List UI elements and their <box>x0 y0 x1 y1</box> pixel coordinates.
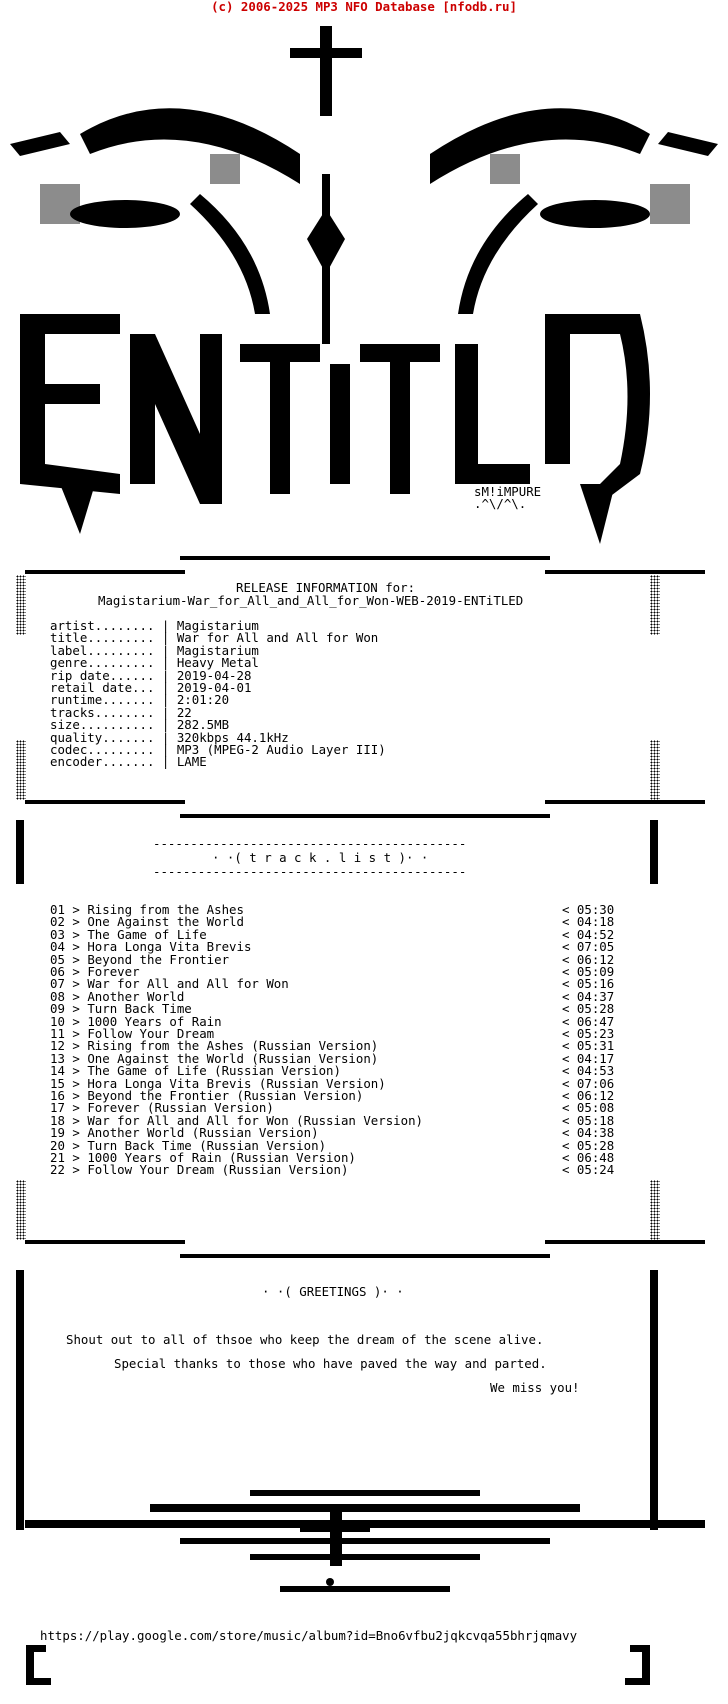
track-duration: 07:06 <box>576 1075 615 1091</box>
track-arrow: > <box>64 1100 88 1116</box>
track-name: 1000 Years of Rain <box>87 1013 222 1029</box>
track-name: Follow Your Dream (Russian Version) <box>87 1162 349 1178</box>
track-arrow: > <box>64 1162 88 1178</box>
entitled-logo <box>0 14 728 554</box>
release-field-value: War for All and All for Won <box>176 630 379 646</box>
greetings-line-1: Shout out to all of thsoe who keep the dream of the scene alive. <box>66 1332 544 1347</box>
track-time-marker: < <box>562 1038 577 1054</box>
track-name: Follow Your Dream <box>87 1026 215 1041</box>
track-duration: 05:30 <box>576 902 615 917</box>
track-time-marker: < <box>562 964 577 979</box>
track-number: 07 <box>50 976 65 992</box>
frame-greet-line <box>180 1254 550 1258</box>
release-field-separator: | <box>154 742 177 757</box>
release-field-value: 2019-04-28 <box>176 667 252 683</box>
release-field-key: quality....... <box>50 729 155 745</box>
track-arrow: > <box>64 964 88 979</box>
track-time-marker: < <box>562 1137 577 1153</box>
track-number: 19 <box>50 1125 65 1141</box>
track-name: One Against the World (Russian Version) <box>87 1050 379 1066</box>
frame-dither-left-3 <box>16 1180 26 1240</box>
track-time-marker: < <box>562 1063 577 1079</box>
track-number: 08 <box>50 988 65 1004</box>
release-field-value: 22 <box>176 704 192 720</box>
release-field-value: 320kbps 44.1kHz <box>176 729 289 745</box>
track-arrow: > <box>64 988 88 1004</box>
frame-dither-right-3 <box>650 1180 660 1240</box>
track-duration: 04:52 <box>576 926 615 942</box>
release-field-value: Heavy Metal <box>176 655 259 671</box>
track-time-marker: < <box>562 976 577 992</box>
track-arrow: > <box>64 1038 88 1054</box>
frame-top-right <box>545 570 705 574</box>
track-arrow: > <box>64 951 88 967</box>
track-arrow: > <box>64 1013 88 1029</box>
track-name: The Game of Life (Russian Version) <box>87 1063 341 1079</box>
frame-dither-left-2 <box>16 740 26 800</box>
release-name: Magistarium-War_for_All_and_All_for_Won-WEB-2019-ENTiTLED <box>98 593 524 608</box>
track-time-marker: < <box>562 1088 577 1103</box>
track-duration: 06:48 <box>576 1150 615 1165</box>
frame-top-left <box>25 570 185 574</box>
track-number: 16 <box>50 1088 65 1103</box>
release-field-value: 2:01:20 <box>176 692 230 708</box>
track-name: Turn Back Time (Russian Version) <box>87 1137 327 1153</box>
release-field-key: genre......... <box>50 655 155 671</box>
track-duration: 06:12 <box>576 1088 615 1103</box>
track-time-marker: < <box>562 1112 577 1128</box>
track-duration: 05:08 <box>576 1100 615 1116</box>
track-time-marker: < <box>562 1100 577 1116</box>
track-arrow: > <box>64 1112 88 1128</box>
release-field-key: codec......... <box>50 742 155 757</box>
greetings-line-2: Special thanks to those who have paved the way and parted. <box>114 1356 547 1371</box>
track-duration: 07:05 <box>576 939 615 955</box>
track-name: Another World (Russian Version) <box>87 1125 319 1141</box>
track-arrow: > <box>64 926 88 942</box>
corner-swirl-left <box>16 1640 66 1690</box>
tracklist-rule-bottom: ------------------------------------------ <box>153 864 467 879</box>
release-field-key: tracks........ <box>50 704 155 720</box>
track-row <box>50 951 650 967</box>
track-duration: 04:37 <box>576 988 615 1004</box>
track-number: 10 <box>50 1013 65 1029</box>
release-heading: RELEASE INFORMATION for: <box>236 580 416 595</box>
track-duration: 05:31 <box>576 1038 615 1054</box>
track-number: 04 <box>50 939 65 955</box>
track-duration: 04:38 <box>576 1125 615 1141</box>
release-field-separator: | <box>154 704 177 720</box>
track-number: 02 <box>50 914 65 930</box>
track-duration: 05:24 <box>576 1162 615 1178</box>
track-number: 14 <box>50 1063 65 1079</box>
track-number: 15 <box>50 1075 65 1091</box>
release-field-key: artist........ <box>50 618 155 633</box>
track-name: The Game of Life <box>87 926 207 942</box>
track-arrow: > <box>64 1001 88 1017</box>
track-number: 20 <box>50 1137 65 1153</box>
track-arrow: > <box>64 1050 88 1066</box>
track-time-marker: < <box>562 988 577 1004</box>
track-arrow: > <box>64 939 88 955</box>
track-name: Beyond the Frontier (Russian Version) <box>87 1088 364 1103</box>
release-field-key: encoder....... <box>50 754 155 770</box>
track-time-marker: < <box>562 1026 577 1041</box>
track-time-marker: < <box>562 926 577 942</box>
release-field-key: title......... <box>50 630 155 646</box>
track-name: One Against the World <box>87 914 244 930</box>
release-field-separator: | <box>154 717 177 733</box>
track-name: Rising from the Ashes <box>87 902 244 917</box>
track-number: 09 <box>50 1001 65 1017</box>
track-duration: 05:09 <box>576 964 615 979</box>
release-field-key: size.......... <box>50 717 155 733</box>
footer-url[interactable]: https://play.google.com/store/music/album?id=Bno6vfbu2jqkcvqa55bhrjqmavy <box>40 1628 578 1643</box>
track-time-marker: < <box>562 951 577 967</box>
track-time-marker: < <box>562 1013 577 1029</box>
frame-mid-left <box>25 800 185 804</box>
track-arrow: > <box>64 914 88 930</box>
release-field-separator: | <box>154 680 177 695</box>
track-number: 17 <box>50 1100 65 1116</box>
track-arrow: > <box>64 1125 88 1141</box>
nfodb-header[interactable]: (c) 2006-2025 MP3 NFO Database [nfodb.ru] <box>211 0 517 14</box>
signature: sM!iMPURE <box>474 484 542 499</box>
release-field-value: Magistarium <box>176 642 259 658</box>
track-name: Beyond the Frontier <box>87 951 230 967</box>
track-arrow: > <box>64 1075 88 1091</box>
track-time-marker: < <box>562 1125 577 1141</box>
track-duration: 05:28 <box>576 1001 615 1017</box>
track-number: 06 <box>50 964 65 979</box>
frame-dither-right-2 <box>650 740 660 800</box>
track-duration: 05:28 <box>576 1137 615 1153</box>
track-arrow: > <box>64 976 88 992</box>
track-number: 01 <box>50 902 65 917</box>
track-number: 22 <box>50 1162 65 1178</box>
release-field-separator: | <box>154 692 177 708</box>
corner-swirl-right <box>610 1640 660 1690</box>
track-duration: 06:47 <box>576 1013 615 1029</box>
release-field-key: retail date... <box>50 680 155 695</box>
release-field-separator: | <box>154 754 177 770</box>
track-duration: 04:18 <box>576 914 615 930</box>
release-field-separator: | <box>154 630 177 646</box>
track-time-marker: < <box>562 1001 577 1017</box>
track-time-marker: < <box>562 1150 577 1165</box>
track-time-marker: < <box>562 939 577 955</box>
frame-mid-right <box>545 800 705 804</box>
track-number: 18 <box>50 1112 65 1128</box>
track-arrow: > <box>64 1063 88 1079</box>
track-number: 13 <box>50 1050 65 1066</box>
track-duration: 04:53 <box>576 1063 615 1079</box>
greetings-title: · ·( GREETINGS )· · <box>262 1284 404 1299</box>
track-time-marker: < <box>562 1162 577 1178</box>
track-time-marker: < <box>562 1075 577 1091</box>
track-arrow: > <box>64 1150 88 1165</box>
track-name: Another World <box>87 988 185 1004</box>
frame-top-line <box>180 556 550 560</box>
track-number: 21 <box>50 1150 65 1165</box>
track-time-marker: < <box>562 902 577 917</box>
track-arrow: > <box>64 1026 88 1041</box>
release-field-separator: | <box>154 642 177 658</box>
frame-mid-side-right <box>650 820 658 884</box>
track-row <box>50 1164 650 1176</box>
release-field <box>50 756 207 768</box>
track-name: Turn Back Time <box>87 1001 192 1017</box>
release-field-value: LAME <box>176 754 207 770</box>
release-field-value: Magistarium <box>176 618 259 633</box>
frame-greet-left <box>25 1240 185 1244</box>
release-field-value: MP3 (MPEG-2 Audio Layer III) <box>176 742 386 757</box>
track-arrow: > <box>64 902 88 917</box>
frame-mid-line <box>180 814 550 818</box>
track-number: 03 <box>50 926 65 942</box>
release-field-separator: | <box>154 618 177 633</box>
track-name: Hora Longa Vita Brevis <box>87 939 252 955</box>
track-name: 1000 Years of Rain (Russian Version) <box>87 1150 356 1165</box>
tracklist-title: · ·( t r a c k . l i s t )· · <box>212 850 429 865</box>
release-field-key: rip date...... <box>50 667 155 683</box>
frame-mid-side-left <box>16 820 24 884</box>
release-field-key: runtime....... <box>50 692 155 708</box>
signature-tag: .^\/^\. <box>474 496 527 511</box>
track-duration: 04:17 <box>576 1050 615 1066</box>
track-name: Hora Longa Vita Brevis (Russian Version) <box>87 1075 386 1091</box>
release-field-separator: | <box>154 655 177 671</box>
track-name: War for All and All for Won (Russian Version) <box>87 1112 424 1128</box>
bottom-ornament <box>0 1486 728 1616</box>
release-field-separator: | <box>154 667 177 683</box>
track-time-marker: < <box>562 1050 577 1066</box>
track-duration: 05:16 <box>576 976 615 992</box>
track-number: 11 <box>50 1026 65 1041</box>
frame-dither-left <box>16 575 26 635</box>
tracklist-rule-top: ------------------------------------------ <box>153 836 467 851</box>
release-field-key: label......... <box>50 642 155 658</box>
track-duration: 05:23 <box>576 1026 615 1041</box>
track-name: War for All and All for Won <box>87 976 289 992</box>
track-arrow: > <box>64 1088 88 1103</box>
track-time <box>562 1164 614 1176</box>
track-arrow: > <box>64 1137 88 1153</box>
release-field-value: 2019-04-01 <box>176 680 252 695</box>
release-field-value: 282.5MB <box>176 717 230 733</box>
frame-greet-right <box>545 1240 705 1244</box>
track-number: 05 <box>50 951 65 967</box>
track-number: 12 <box>50 1038 65 1054</box>
greetings-line-3: We miss you! <box>490 1380 580 1395</box>
track-name: Forever (Russian Version) <box>87 1100 274 1116</box>
frame-dither-right <box>650 575 660 635</box>
track-title <box>50 1164 348 1176</box>
track-name: Forever <box>87 964 140 979</box>
track-duration: 05:18 <box>576 1112 615 1128</box>
track-time-marker: < <box>562 914 577 930</box>
track-name: Rising from the Ashes (Russian Version) <box>87 1038 379 1054</box>
release-field-separator: | <box>154 729 177 745</box>
track-duration: 06:12 <box>576 951 615 967</box>
